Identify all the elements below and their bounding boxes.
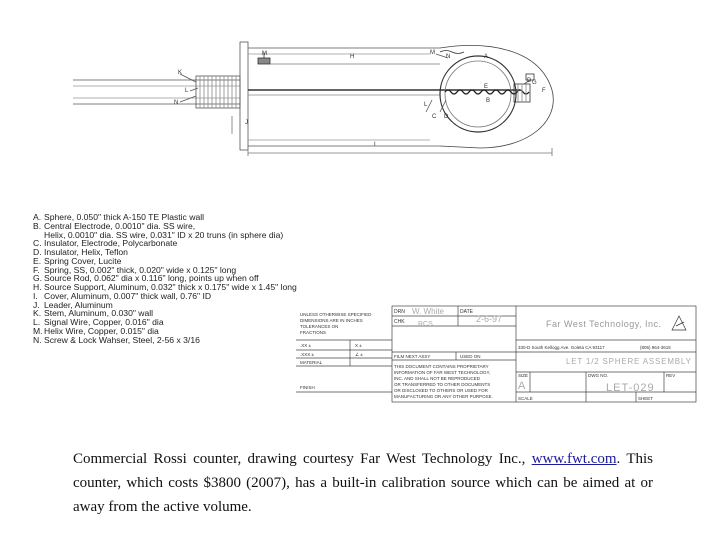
caption-text: Commercial Rossi counter, drawing courtesy Far West Technology Inc., [73, 451, 526, 467]
svg-text:FILM NEXT ASSY: FILM NEXT ASSY [394, 354, 431, 359]
part-description: Sphere, 0.050" thick A-150 TE Plastic wall [44, 212, 205, 222]
callout-m-right: M [430, 50, 435, 56]
part-description: Screw & Lock Wahser, Steel, 2-56 x 3/16 [44, 334, 200, 345]
drawing-title: LET 1/2 SPHERE ASSEMBLY [566, 357, 692, 366]
callout-d-right: D [527, 78, 532, 84]
callout-i: I [374, 142, 376, 148]
callout-f: F [542, 88, 546, 94]
callout-m-top: M [262, 51, 267, 57]
date-label: DATE [460, 309, 473, 315]
part-letter: G. [33, 273, 43, 284]
svg-text:FRACTIONS: FRACTIONS [300, 330, 327, 335]
svg-text:DIMENSIONS ARE IN INCHES: DIMENSIONS ARE IN INCHES [300, 318, 363, 323]
date-value: 2-6-97 [476, 314, 503, 324]
callout-e: E [484, 84, 489, 90]
part-letter: B. [33, 220, 42, 231]
svg-text:FINISH: FINISH [300, 385, 315, 390]
svg-text:.XX ±: .XX ± [300, 343, 311, 348]
scale-label: SCALE [518, 396, 533, 401]
callout-a: A [484, 54, 489, 60]
svg-text:MANUFACTURING OR ANY OTHER PUR: MANUFACTURING OR ANY OTHER PURPOSE. [394, 394, 493, 399]
svg-text:INFORMATION OF FAR WEST TECHNO: INFORMATION OF FAR WEST TECHNOLOGY, [394, 370, 491, 375]
part-letter: I. [33, 290, 38, 301]
svg-text:TOLERANCES ON: TOLERANCES ON [300, 324, 339, 329]
drn-label: DRN [394, 309, 405, 315]
part-description: Signal Wire, Copper, 0.016" dia [44, 317, 164, 327]
svg-text:THIS DOCUMENT CONTAINS PROPRIE: THIS DOCUMENT CONTAINS PROPRIETARY [394, 364, 489, 369]
part-description: Spring, SS, 0.002" thick, 0.020" wide x 0.125" long [44, 264, 237, 275]
part-description: Insulator, Electrode, Polycarbonate [44, 238, 178, 249]
part-letter: C. [33, 238, 42, 249]
caption-rest: . This counter, which costs $3800 (2007), has a built-in calibration source which can be aimed at or away from the active volume. [73, 451, 653, 515]
svg-text:DWG NO.: DWG NO. [588, 373, 609, 378]
svg-text:USED ON: USED ON [460, 354, 481, 359]
part-description: Source Support, Aluminum, 0.032" thick x 0.175" wide x 1.45" long [44, 282, 297, 292]
company-address: 330-D South Kellogg Ave. Goleta CA 93117 [518, 345, 605, 350]
part-description: Leader, Aluminum [44, 299, 113, 310]
callout-b: B [486, 98, 491, 104]
part-letter: J. [33, 299, 40, 310]
part-letter: D. [33, 247, 42, 257]
part-description: Helix Wire, Copper, 0.015" dia [44, 325, 159, 336]
part-description: Insulator, Helix, Teflon [44, 247, 128, 257]
chk-value: RCS [418, 321, 433, 328]
part-description: Helix, 0.0010" dia. SS wire, 0.031" ID x 20 truns (in sphere dia) [44, 229, 284, 240]
callout-n-left: N [174, 100, 179, 106]
drn-value: W. White [412, 307, 445, 316]
svg-text:UNLESS OTHERWISE SPECIFIED: UNLESS OTHERWISE SPECIFIED [300, 312, 372, 317]
part-description: Spring Cover, Lucite [44, 255, 122, 266]
part-description: Source Rod, 0.062" dia x 0.116" long, points up when off [44, 273, 259, 284]
part-letter: L. [33, 317, 41, 327]
svg-text:INC. AND SHALL NOT BE REPRODUC: INC. AND SHALL NOT BE REPRODUCED [394, 376, 481, 381]
chk-label: CHK [394, 319, 405, 325]
callout-l: L [185, 88, 189, 94]
part-description: Stem, Aluminum, 0.030" wall [44, 308, 154, 319]
svg-text:SIZE: SIZE [518, 373, 529, 378]
svg-text:∠ ±: ∠ ± [355, 352, 363, 357]
svg-text:X ±: X ± [355, 343, 362, 348]
callout-c: C [432, 114, 437, 120]
callout-h: H [350, 54, 355, 60]
part-letter: N. [33, 334, 42, 345]
part-letter: A. [33, 212, 42, 222]
svg-text:OR DISCLOSED TO OTHERS OR USED: OR DISCLOSED TO OTHERS OR USED FOR [394, 388, 488, 393]
company-name: Far West Technology, Inc. [546, 319, 662, 329]
callout-k: K [178, 70, 183, 76]
part-letter: H. [33, 282, 42, 292]
callout-d: D [444, 114, 449, 120]
svg-text:MATERIAL: MATERIAL [300, 360, 323, 365]
parts-list [33, 213, 323, 344]
dwg-number: LET-029 [606, 382, 655, 394]
part-description: Cover, Aluminum, 0.007" thick wall, 0.76" ID [44, 290, 212, 301]
parts-list-item [33, 336, 323, 345]
part-description: Central Electrode, 0.0010" dia. SS wire, [44, 220, 196, 231]
svg-text:.XXX ±: .XXX ± [300, 352, 314, 357]
callout-l-right: L [424, 102, 428, 108]
caption [73, 447, 653, 519]
svg-text:OR TRANSFERRED TO OTHER DOCUME: OR TRANSFERRED TO OTHER DOCUMENTS [394, 382, 491, 387]
part-letter: F. [33, 264, 40, 275]
company-phone: (805) 964-3615 [640, 345, 671, 350]
callout-j: J [245, 120, 248, 126]
callout-n-top: N [446, 54, 451, 60]
callout-g: G [532, 80, 537, 86]
fwt-link[interactable]: www.fwt.com [531, 451, 617, 467]
svg-text:REV: REV [666, 373, 676, 378]
part-letter: M. [33, 325, 43, 336]
size-value: A [518, 380, 526, 392]
part-letter: K. [33, 308, 42, 319]
sheet-label: SHEET [638, 396, 654, 401]
part-letter: E. [33, 255, 42, 266]
